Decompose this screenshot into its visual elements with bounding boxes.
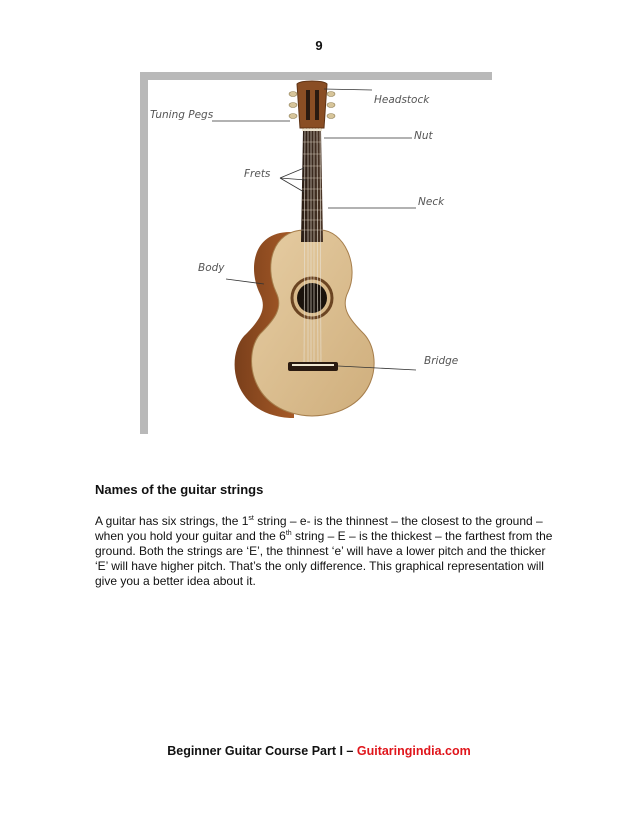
label-neck: Neck [418, 196, 445, 208]
frame-left [140, 72, 148, 434]
frame-top [140, 72, 492, 80]
guitar-bridge [288, 362, 338, 371]
label-headstock: Headstock [374, 94, 430, 106]
sound-hole [297, 283, 327, 313]
guitar-parts-diagram [140, 72, 492, 434]
section-title: Names of the guitar strings [95, 482, 264, 497]
guitar-headstock [297, 81, 327, 128]
guitar-illustration [140, 72, 492, 434]
label-tuning-pegs: Tuning Pegs [150, 109, 214, 121]
page-number: 9 [315, 38, 323, 53]
strings-paragraph: A guitar has six strings, the 1st string – e- is the thinnest – the closest to the ground – when you hold your guitar and the 6th string – E – is the thickest – the farthest from the ground. Both the strings are ‘E’, the thinnest ‘e’ will have a lower pitch and the thicker ‘E’ will have higher pitch. That’s the only difference. This graphical representation will give you a better idea about it. [95, 514, 553, 588]
label-frets: Frets [244, 168, 271, 180]
label-body: Body [198, 262, 225, 274]
footer-course-title: Beginner Guitar Course Part I – [167, 744, 357, 758]
label-bridge: Bridge [424, 355, 459, 367]
page-footer [0, 744, 638, 758]
footer-site-link[interactable]: Guitaringindia.com [356, 744, 471, 758]
label-nut: Nut [414, 130, 433, 142]
